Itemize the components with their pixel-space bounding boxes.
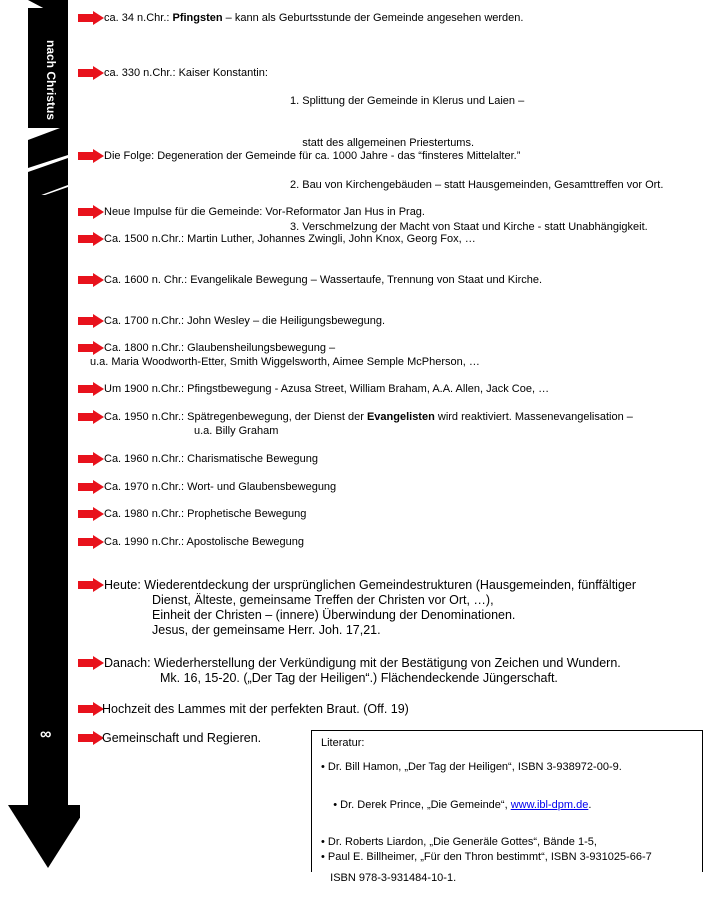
timeline-entry: ca. 330 n.Chr.: Kaiser Konstantin: 1. Splittung der Gemeinde in Klerus und Laien – statt des allgemeinen Priestertums. 2. Bau von Kirchengebäuden – statt Hausgemeinden, Gesamttreffen vor Ort. 3. Verschmelzung der Macht von Staat und Kirche - statt Unabhängigkeit. — [78, 66, 84, 122]
timeline-entry: Die Folge: Degeneration der Gemeinde für ca. 1000 Jahre - das “finsteres Mittelalter.” — [78, 149, 84, 191]
red-arrow-icon — [78, 11, 104, 25]
timeline-entry: Ca. 1500 n.Chr.: Martin Luther, Johannes Zwingli, John Knox, Georg Fox, … — [78, 232, 84, 274]
timeline-entry: Ca. 1700 n.Chr.: John Wesley – die Heiligungsbewegung. — [78, 314, 84, 356]
timeline-entry: Ca. 1980 n.Chr.: Prophetische Bewegung — [78, 507, 84, 549]
infinity-symbol: ∞ — [40, 726, 52, 743]
timeline-entry: Hochzeit des Lammes mit der perfekten Braut. (Off. 19) — [78, 702, 85, 747]
red-arrow-icon — [78, 410, 104, 424]
red-arrow-icon — [78, 232, 104, 246]
red-arrow-icon — [78, 205, 104, 219]
literature-item: • Dr. Bill Hamon, „Der Tag der Heiligen“, ISBN 3-938972-00-9. — [321, 761, 622, 773]
timeline-entry: Ca. 1990 n.Chr.: Apostolische Bewegung — [78, 535, 84, 577]
literature-title: Literatur: — [321, 737, 365, 749]
timeline-entry: Danach: Wiederherstellung der Verkündigung mit der Bestätigung von Zeichen und Wundern. Mk. 16, 15-20. („Der Tag der Heiligen“.) Flächendeckende Jüngerschaft. — [78, 656, 85, 716]
timeline-entry: Ca. 1600 n. Chr.: Evangelikale Bewegung – Wassertaufe, Trennung von Staat und Kirche. — [78, 273, 84, 315]
timeline-entry: Ca. 1800 n.Chr.: Glaubensheilungsbewegung – u.a. Maria Woodworth-Etter, Smith Wiggelsworth, Aimee Semple McPherson, … — [78, 341, 84, 397]
red-arrow-icon — [78, 507, 104, 521]
literature-item: • Dr. Derek Prince, „Die Gemeinde“, www.ibl-dpm.de. — [333, 799, 592, 811]
literature-box — [311, 730, 703, 884]
timeline-label: nach Christus — [44, 40, 58, 121]
red-arrow-icon — [78, 66, 104, 80]
literature-item: • Paul E. Billheimer, „Für den Thron bestimmt“, ISBN 3-931025-66-7 — [321, 851, 652, 863]
timeline-entry: Heute: Wiederentdeckung der ursprünglichen Gemeindestrukturen (Hausgemeinden, fünffältiger Dienst, Älteste, gemeinsame Treffen der Christen vor Ort, …), Einheit der Christen – (innere) Überwindung der Denominationen. Jesus, der gemeinsame Herr. Joh. 17,21. — [78, 578, 85, 668]
red-arrow-icon — [78, 731, 104, 745]
timeline-entry: Ca. 1960 n.Chr.: Charismatische Bewegung — [78, 452, 84, 494]
red-arrow-icon — [78, 480, 104, 494]
red-arrow-icon — [78, 149, 104, 163]
red-arrow-icon — [78, 656, 104, 670]
literature-item: • Dr. Roberts Liardon, „Die Generäle Gottes“, Bände 1-5, ISBN 978-3-931484-10-1. — [321, 836, 597, 884]
red-arrow-icon — [78, 452, 104, 466]
red-arrow-icon — [78, 702, 104, 716]
red-arrow-icon — [78, 535, 104, 549]
timeline-entry: Gemeinschaft und Regieren. — [78, 731, 85, 776]
red-arrow-icon — [78, 382, 104, 396]
timeline-entry: Ca. 1950 n.Chr.: Spätregenbewegung, der Dienst der Evangelisten wird reaktiviert. Massenevangelisation – u.a. Billy Graham — [78, 410, 84, 466]
timeline-entry: Neue Impulse für die Gemeinde: Vor-Reformator Jan Hus in Prag. — [78, 205, 84, 247]
literature-link[interactable]: www.ibl-dpm.de — [510, 799, 589, 811]
timeline-entry: Um 1900 n.Chr.: Pfingstbewegung - Azusa Street, William Braham, A.A. Allen, Jack Coe, … — [78, 382, 84, 424]
red-arrow-icon — [78, 273, 104, 287]
red-arrow-icon — [78, 578, 104, 592]
timeline-entry: ca. 34 n.Chr.: Pfingsten – kann als Geburtsstunde der Gemeinde angesehen werden. — [78, 11, 84, 53]
red-arrow-icon — [78, 341, 104, 355]
timeline-entry: Ca. 1970 n.Chr.: Wort- und Glaubensbewegung — [78, 480, 84, 522]
red-arrow-icon — [78, 314, 104, 328]
